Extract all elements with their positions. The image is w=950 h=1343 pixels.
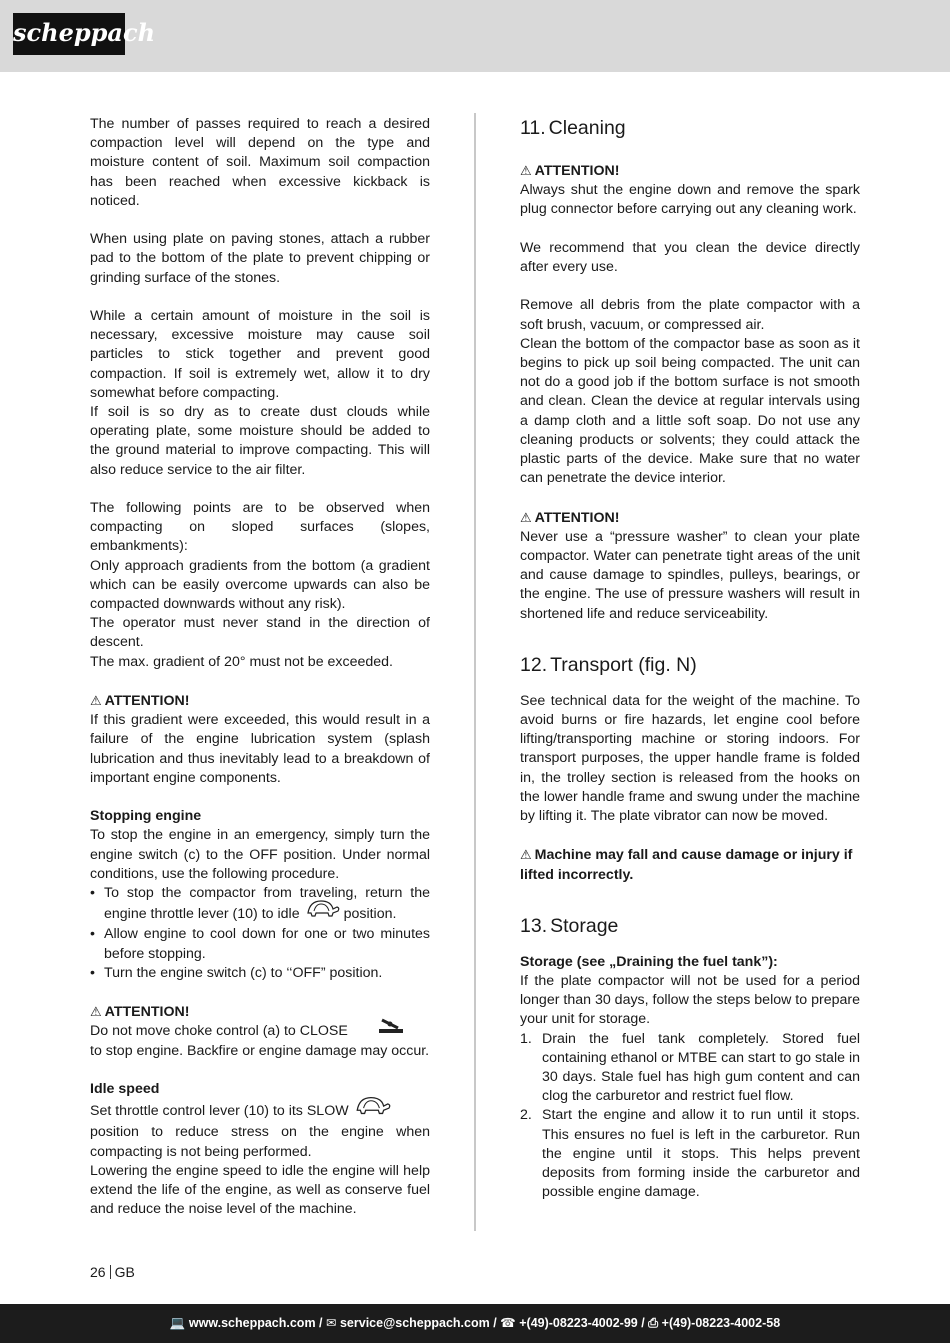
choke-close-icon bbox=[378, 1017, 404, 1041]
stopping-engine-text: To stop the engine in an emergency, simply turn the engine switch (c) to the OFF position. Under normal conditions, use the following procedure. bbox=[90, 827, 430, 882]
idle-speed-heading: Idle speed bbox=[90, 1081, 160, 1098]
list-item: 2. Start the engine and allow it to run until it stops. This ensures no fuel is left in the carburetor. Run the engine until it stops. This helps prevent deposits from forming inside the carburetor and possible engine damage. bbox=[520, 1107, 860, 1201]
attention-text: If this gradient were exceeded, this would result in a failure of the engine lubrication system (splash lubrication and thus inevitably lead to a breakdown of important engine components. bbox=[90, 712, 430, 786]
stopping-engine-heading: Stopping engine bbox=[90, 808, 202, 825]
column-divider bbox=[474, 113, 476, 1231]
warning-triangle-icon: ⚠ bbox=[90, 1004, 102, 1020]
paragraph-slopes: The following points are to be observed when compacting on sloped surfaces (slopes, embankments): bbox=[90, 500, 430, 555]
scheppach-logo: scheppach bbox=[13, 13, 125, 55]
right-column bbox=[520, 115, 860, 1202]
storage-intro: If the plate compactor will not be used for a period longer than 30 days, follow the steps below to prepare your unit for storage. bbox=[520, 973, 860, 1028]
fax-icon: ⎙ bbox=[648, 1316, 659, 1330]
turtle-slow-icon bbox=[304, 897, 340, 925]
footer-web[interactable]: www.scheppach.com / bbox=[188, 1316, 323, 1330]
section-title-storage: 13. Storage bbox=[520, 914, 619, 937]
cleaning-bottom: Clean the bottom of the compactor base as soon as it begins to pick up soil being compacted. The unit can not do a good job if the bottom surface is not smooth and clean. Clean the device at regular intervals using a damp cloth and a little soft soap. Do not use any cleaning products or solvents; they could attack the plastic parts of the device. Make sure that no water can penetrate the device interior. bbox=[520, 335, 860, 487]
section-title-cleaning: 11. Cleaning bbox=[520, 117, 626, 139]
phone-icon: ☎ bbox=[500, 1316, 516, 1330]
transport-warning: ⚠ Machine may fall and cause damage or injury if lifted incorrectly. bbox=[520, 847, 853, 883]
paragraph-paving-stones: When using plate on paving stones, attach a rubber pad to the bottom of the plate to prevent chipping or grinding surface of the stones. bbox=[90, 231, 430, 286]
attention-text: Always shut the engine down and remove the spark plug connector before carrying out any cleaning work. bbox=[520, 182, 860, 218]
attention-heading: ⚠ ATTENTION! bbox=[520, 509, 620, 526]
paragraph-passes: The number of passes required to reach a desired compaction level will depend on the type and moisture content of soil. Maximum soil compaction has been reached when excessive kickback is noticed. bbox=[90, 116, 430, 209]
paragraph-descent: The operator must never stand in the direction of descent. bbox=[90, 615, 430, 651]
computer-icon: 💻 bbox=[169, 1316, 186, 1330]
left-column bbox=[90, 115, 430, 1219]
attention-heading: ⚠ ATTENTION! bbox=[90, 1004, 190, 1021]
list-item: • Turn the engine switch (c) to ‘‘OFF” position. bbox=[90, 964, 430, 983]
warning-triangle-icon: ⚠ bbox=[520, 847, 532, 863]
warning-triangle-icon: ⚠ bbox=[520, 163, 532, 178]
choke-warning-text: to stop engine. Backfire or engine damage may occur. bbox=[90, 1042, 430, 1059]
attention-heading: ⚠ ATTENTION! bbox=[90, 693, 190, 710]
cleaning-recommendation: We recommend that you clean the device directly after every use. bbox=[520, 239, 860, 275]
turtle-slow-icon bbox=[353, 1093, 391, 1123]
storage-subheading: Storage (see „Draining the fuel tank”): bbox=[520, 953, 778, 970]
paragraph-gradients: Only approach gradients from the bottom (a gradient which can be easily overcome upwards can also be compacted downwards without any risk). bbox=[90, 557, 430, 613]
choke-text: Do not move choke control (a) to CLOSE bbox=[90, 1022, 430, 1041]
idle-speed-text-cont: position to reduce stress on the engine when compacting is not being performed. bbox=[90, 1124, 430, 1160]
attention-heading: ⚠ ATTENTION! bbox=[520, 163, 620, 179]
footer-phone: +(49)-08223-4002-99 / bbox=[519, 1316, 645, 1330]
storage-steps-list bbox=[520, 1030, 860, 1203]
email-icon: ✉ bbox=[326, 1316, 337, 1330]
page-number: 26 GB bbox=[90, 1264, 135, 1280]
section-title-transport: 12. Transport (fig. N) bbox=[520, 653, 697, 676]
footer-fax: +(49)-08223-4002-58 bbox=[661, 1316, 781, 1330]
stopping-steps-list bbox=[90, 884, 430, 983]
pressure-washer-text: Never use a “pressure washer” to clean your plate compactor. Water can penetrate tight areas of the unit and cause damage to spindles, pulleys, bearings, or the engine. The use of pressure washers will result in shortened life and reduce serviceability. bbox=[520, 528, 860, 622]
list-item: • Allow engine to cool down for one or two minutes before stopping. bbox=[90, 925, 430, 963]
footer-email[interactable]: service@scheppach.com / bbox=[339, 1316, 497, 1330]
footer-bar bbox=[0, 1304, 950, 1343]
idle-speed-text: Set throttle control lever (10) to its SLOW bbox=[90, 1099, 430, 1123]
paragraph-max-gradient: The max. gradient of 20° must not be exceeded. bbox=[90, 653, 394, 670]
list-item: • To stop the compactor from traveling, return the engine throttle lever (10) to idle position. bbox=[90, 884, 430, 925]
cleaning-debris: Remove all debris from the plate compactor with a soft brush, vacuum, or compressed air. bbox=[520, 297, 860, 333]
header-bar bbox=[0, 0, 950, 72]
idle-speed-benefits: Lowering the engine speed to idle the engine will help extend the life of the engine, as well as conserve fuel and reduce the noise level of the machine. bbox=[90, 1162, 430, 1218]
list-item: 1. Drain the fuel tank completely. Stored fuel containing ethanol or MTBE can start to go stale in 30 days. Stale fuel has high gum content and can clog the carburetor and restrict fuel flow. bbox=[520, 1030, 860, 1105]
warning-triangle-icon: ⚠ bbox=[90, 693, 102, 709]
paragraph-dry-soil: If soil is so dry as to create dust clouds while operating plate, some moisture should be added to the ground material to improve compacting. This will also reduce service to the air filter. bbox=[90, 404, 430, 478]
warning-triangle-icon: ⚠ bbox=[520, 509, 532, 525]
paragraph-moisture: While a certain amount of moisture in the soil is necessary, excessive moisture may cause soil particles to stick together and prevent good compaction. If soil is extremely wet, allow it to dry somewhat before compacting. bbox=[90, 308, 430, 401]
transport-text: See technical data for the weight of the machine. To avoid burns or fire hazards, let engine cool before lifting/transporting machine or storing indoors. For transport purposes, the upper handle frame is folded in, the trolley section is released from the hooks on the lower handle frame and swung under the machine by lifting it. The plate vibrator can now be moved. bbox=[520, 692, 860, 825]
